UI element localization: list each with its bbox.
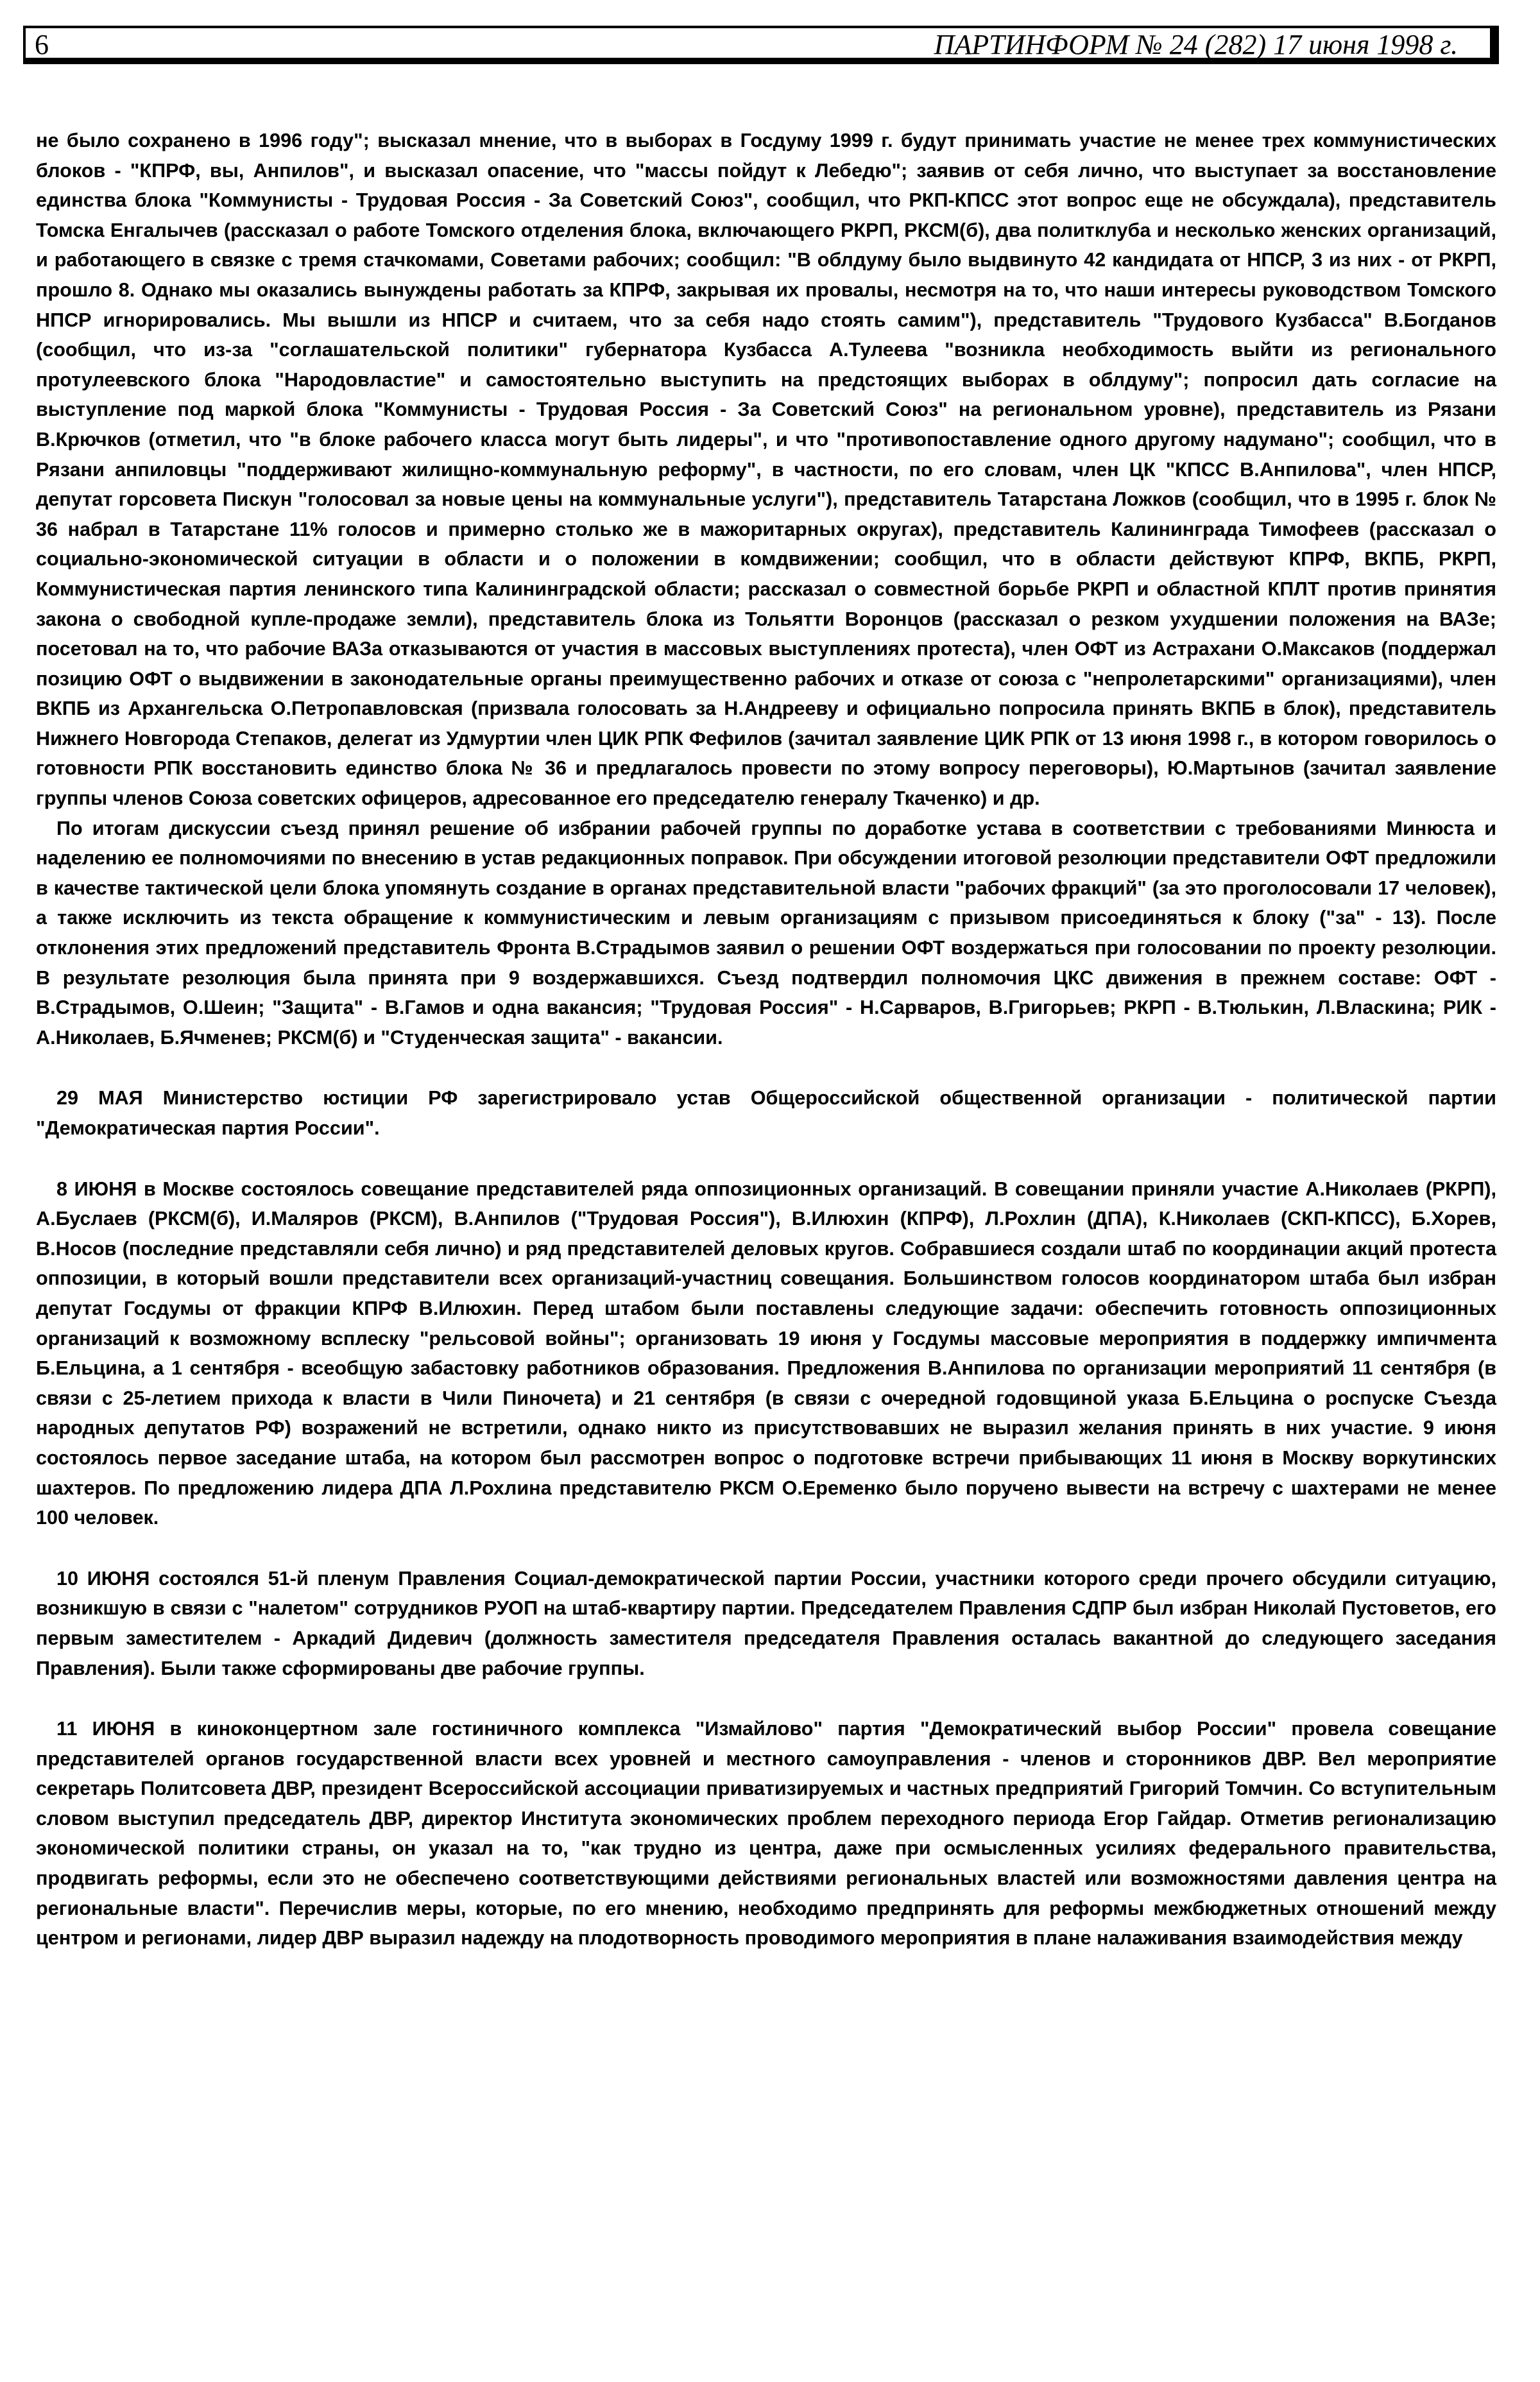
paragraph-june-8: 8 ИЮНЯ в Москве состоялось совещание представителей ряда оппозиционных организаций. В совещании приняли участие А.Николаев (РКРП), А.Буслаев (РКСМ(б), И.Маляров (РКСМ), В.Анпилов ("Трудовая Россия"), В.Илюхин (КПРФ), Л.Рохлин (ДПА), К.Николаев (СКП-КПСС), Б.Хорев, В.Носов (последние представляли себя лично) и ряд представителей деловых кругов. Собравшиеся создали штаб по координации акций протеста оппозиции, в который вошли представители всех организаций-участниц совещания. Большинством голосов координатором штаба был избран депутат Госдумы от фракции КПРФ В.Илюхин. Перед штабом были поставлены следующие задачи: обеспечить готовность оппозиционных организаций к возможному всплеску "рельсовой войны"; организовать 19 июня у Госдумы массовые мероприятия в поддержку импичмента Б.Ельцина, а 1 сентября - всеобщую забастовку работников образования. Предложения В.Анпилова по организации мероприятий 11 сентября (в связи с 25-летием прихода к власти в Чили Пиночета) и 21 сентября (в связи с очередной годовщиной указа Б.Ельцина о роспуске Съезда народных депутатов РФ) возражений не встретили, однако никто из присутствовавших не выразил желания принять в них участие. 9 июня состоялось первое заседание штаба, на котором был рассмотрен вопрос о подготовке встречи прибывающих 11 июня в Москву воркутинских шахтеров. По предложению лидера ДПА Л.Рохлина представителю РКСМ О.Еременко было поручено вывести на встречу с шахтерами не менее 100 человек. — [36, 1178, 1496, 1529]
article-body — [36, 126, 1496, 1953]
page-header — [23, 26, 1499, 64]
paragraph-discussion-results: По итогам дискуссии съезд принял решение об избрании рабочей группы по доработке устава в соответствии с требованиями Минюста и наделению ее полномочиями по внесению в устав редакционных поправок. При обсуждении итоговой резолюции представители ОФТ предложили в качестве тактической цели блока упомянуть создание в органах представительной власти "рабочих фракций" (за это проголосовали 17 человек), а также исключить из текста обращение к коммунистическим и левым организациям с призывом присоединяться к блоку ("за" - 13). После отклонения этих предложений представитель Фронта В.Страдымов заявил о решении ОФТ воздержаться при голосовании по проекту резолюции. В результате резолюция была принята при 9 воздержавшихся. Съезд подтвердил полномочия ЦКС движения в прежнем составе: ОФТ - В.Страдымов, О.Шеин; "Защита" - В.Гамов и одна вакансия; "Трудовая Россия" - Н.Сарваров, В.Григорьев; РКРП - В.Тюлькин, Л.Власкина; РИК - А.Николаев, Б.Ячменев; РКСМ(б) и "Студенческая защита" - вакансии. — [36, 817, 1496, 1049]
paragraph-june-10: 10 ИЮНЯ состоялся 51-й пленум Правления Социал-демократической партии России, участники которого среди прочего обсудили ситуацию, возникшую в связи с "налетом" сотрудников РУОП на штаб-квартиру партии. Председателем Правления СДПР был избран Николай Пустоветов, его первым заместителем - Аркадий Дидевич (должность заместителя председателя Правления осталась вакантной до следующего заседания Правления). Были также сформированы две рабочие группы. — [36, 1567, 1496, 1679]
paragraph-continuation: не было сохранено в 1996 году"; высказал мнение, что в выборах в Госдуму 1999 г. будут принимать участие не менее трех коммунистических блоков - "КПРФ, вы, Анпилов", и высказал опасение, что "массы пойдут к Лебедю"; заявив от себя лично, что выступает за восстановление единства блока "Коммунисты - Трудовая Россия - За Советский Союз", сообщил, что РКП-КПСС этот вопрос еще не обсуждала), представитель Томска Енгалычев (рассказал о работе Томского отделения блока, включающего РКРП, РКСМ(б), два политклуба и несколько женских организаций, и работающего в связке с тремя стачкомами, Советами рабочих; сообщил: "В облдуму было выдвинуто 42 кандидата от НПСР, 3 из них - от РКРП, прошло 8. Однако мы оказались вынуждены работать за КПРФ, закрывая их провалы, несмотря на то, что наши интересы руководством Томского НПСР игнорировались. Мы вышли из НПСР и считаем, что за себя надо стоять самим"), представитель "Трудового Кузбасса" В.Богданов (сообщил, что из-за "соглашательской политики" губернатора Кузбасса А.Тулеева "возникла необходимость выйти из регионального протулеевского блока "Народовластие" и самостоятельно выступить на предстоящих выборах в облдуму"; попросил дать согласие на выступление под маркой блока "Коммунисты - Трудовая Россия - За Советский Союз" на региональном уровне), представитель из Рязани В.Крючков (отметил, что "в блоке рабочего класса могут быть лидеры", и что "противопоставление одного другому надумано"; сообщил, что в Рязани анпиловцы "поддерживают жилищно-коммунальную реформу", в частности, по его словам, член ЦК "КПСС В.Анпилова", член НПСР, депутат горсовета Пискун "голосовал за новые цены на коммунальные услуги"), представитель Татарстана Ложков (сообщил, что в 1995 г. блок № 36 набрал в Татарстане 11% голосов и примерно столько же в мажоритарных округах), представитель Калининграда Тимофеев (рассказал о социально-экономической ситуации в области и о положении в комдвижении; сообщил, что в области действуют КПРФ, ВКПБ, РКРП, Коммунистическая партия ленинского типа Калининградской области; рассказал о совместной борьбе РКРП и областной КПЛТ против принятия закона о свободной купле-продаже земли), представитель блока из Тольятти Воронцов (рассказал о резком ухудшении положения на ВАЗе; посетовал на то, что рабочие ВАЗа отказываются от участия в массовых выступлениях протеста), член ОФТ из Астрахани О.Максаков (поддержал позицию ОФТ о выдвижении в законодательные органы преимущественно рабочих и отказе от союза с "непролетарскими" организациями), член ВКПБ из Архангельска О.Петропавловская (призвала голосовать за Н.Андрееву и официально попросила принять ВКПБ в блок), представитель Нижнего Новгорода Степаков, делегат из Удмуртии член ЦИК РПК Фефилов (зачитал заявление ЦИК РПК от 13 июня 1998 г., в котором говорилось о готовности РПК восстановить единство блока № 36 и предлагалось провести по этому вопросу переговоры), Ю.Мартынов (зачитал заявление группы членов Союза советских офицеров, адресованное его председателю генералу Ткаченко) и др. — [36, 130, 1496, 810]
page-number: 6 — [35, 29, 49, 60]
paragraph-june-11: 11 ИЮНЯ в киноконцертном зале гостиничного комплекса "Измайлово" партия "Демократический выбор России" провела совещание представителей органов государственной власти всех уровней и местного самоуправления - членов и сторонников ДВР. Вел мероприятие секретарь Политсовета ДВР, президент Всероссийской ассоциации приватизируемых и частных предприятий Григорий Томчин. Со вступительным словом выступил председатель ДВР, директор Института экономических проблем переходного периода Егор Гайдар. Отметив регионализацию экономической политики страны, он указал на то, "как трудно из центра, даже при осмысленных усилиях федерального правительства, продвигать реформы, если это не обеспечено соответствующими действиями региональных властей или возможностями давления центра на региональные власти". Перечислив меры, которые, по его мнению, необходимо предпринять для реформы межбюджетных отношений между центром и регионами, лидер ДВР выразил надежду на плодотворность проводимого мероприятия в плане налаживания взаимодействия между — [36, 1718, 1496, 1949]
masthead-title: ПАРТИНФОРМ № 24 (282) 17 июня 1998 г. — [934, 29, 1458, 60]
paragraph-may-29: 29 МАЯ Министерство юстиции РФ зарегистрировало устав Общероссийской общественной организации - политической партии "Демократическая партия России". — [36, 1087, 1496, 1139]
